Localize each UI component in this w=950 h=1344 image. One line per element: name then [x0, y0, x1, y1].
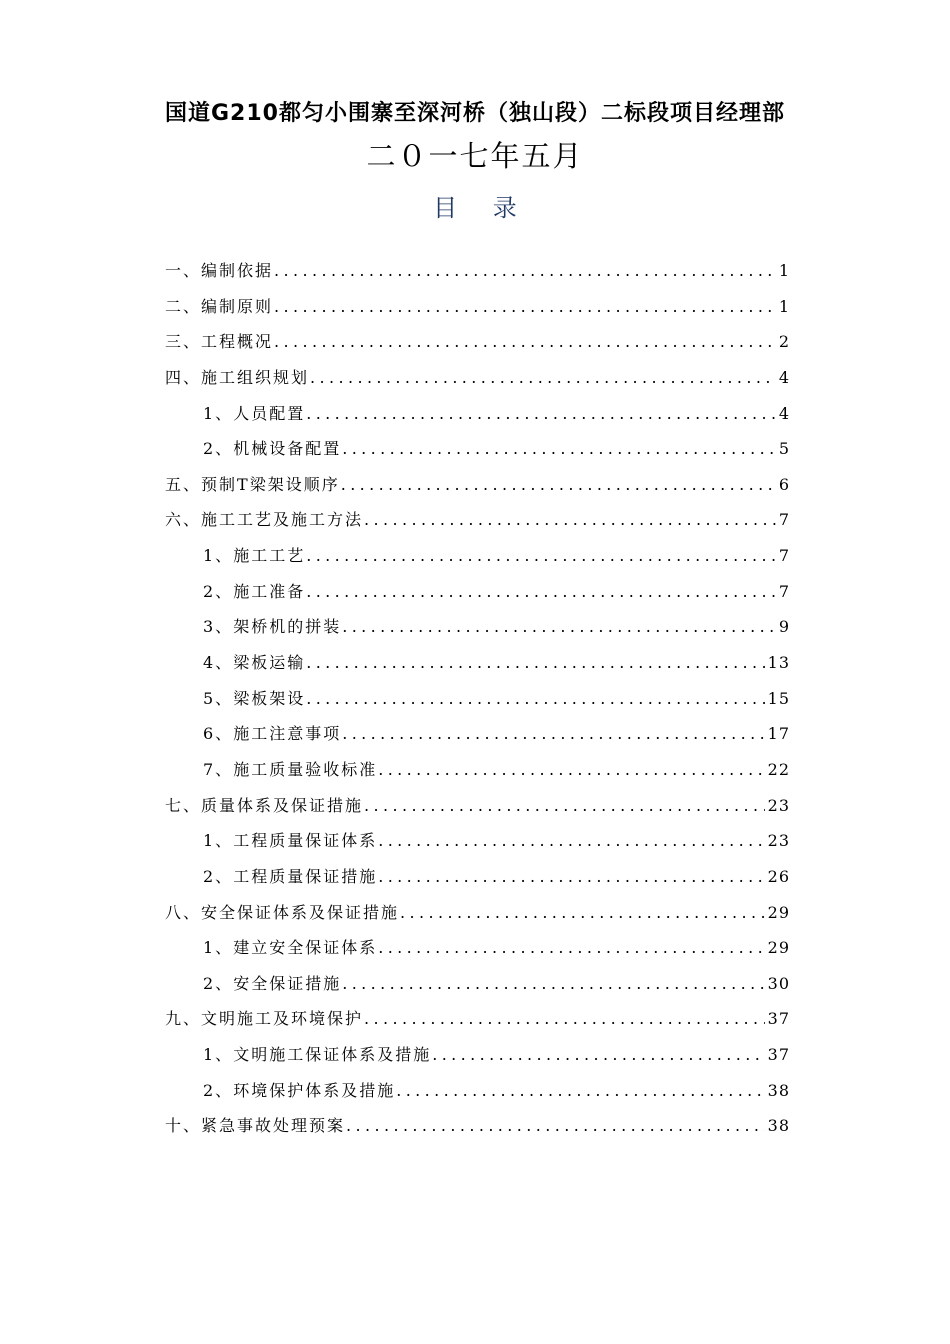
toc-entry-label: 紧急事故处理预案 [201, 1116, 346, 1136]
toc-entry[interactable] [165, 1073, 790, 1109]
toc-dot-leader [378, 823, 764, 859]
toc-entry-number: 1、 [203, 831, 234, 851]
toc-entry[interactable] [165, 289, 790, 325]
toc-entry-number: 七、 [165, 795, 202, 815]
toc-entry-number: 四、 [165, 367, 202, 387]
toc-entry-number: 三、 [165, 332, 202, 352]
toc-dot-leader [306, 645, 764, 681]
toc-entry-label: 文明施工保证体系及措施 [233, 1045, 432, 1065]
toc-entry-label: 安全保证措施 [233, 973, 342, 993]
toc-entry[interactable] [165, 1037, 790, 1073]
toc-entry-page-number: 17 [767, 724, 790, 744]
toc-entry[interactable] [165, 253, 790, 289]
toc-dot-leader [310, 360, 776, 396]
toc-dot-leader [274, 253, 776, 289]
toc-entry-page-number: 7 [778, 581, 790, 601]
toc-entry-page-number: 23 [767, 831, 790, 851]
toc-entry-page-number: 1 [778, 261, 790, 280]
toc-entry-number: 1、 [203, 1045, 234, 1065]
toc-entry[interactable] [165, 823, 790, 859]
toc-entry[interactable] [165, 467, 790, 503]
toc-entry[interactable] [165, 609, 790, 645]
toc-entry-number: 2、 [203, 866, 234, 886]
toc-dot-leader [346, 1108, 765, 1144]
toc-entry[interactable] [165, 324, 790, 360]
toc-entry-number: 八、 [165, 902, 202, 922]
toc-dot-leader [378, 930, 764, 966]
toc-entry-page-number: 5 [778, 439, 790, 459]
toc-entry-label: 编制依据 [201, 261, 274, 280]
toc-entry-page-number: 7 [778, 546, 790, 566]
toc-entry[interactable] [165, 1001, 790, 1037]
toc-dot-leader [364, 1001, 765, 1037]
toc-entry-number: 2、 [203, 1080, 234, 1100]
toc-dot-leader [274, 324, 776, 360]
toc-entry-number: 1、 [203, 938, 234, 958]
toc-entry[interactable] [165, 788, 790, 824]
toc-entry[interactable] [165, 538, 790, 574]
toc-entry-label: 架桥机的拼装 [233, 617, 342, 637]
document-date: 二０一七年五月 [366, 139, 584, 173]
toc-entry-page-number: 7 [778, 510, 790, 530]
toc-dot-leader [306, 681, 764, 717]
toc-entry-label: 施工组织规划 [201, 367, 310, 387]
toc-entry-number: 六、 [165, 510, 202, 530]
toc-entry-label: 施工准备 [233, 581, 306, 601]
toc-entry-page-number: 9 [778, 617, 790, 637]
toc-dot-leader [306, 396, 776, 432]
toc-entry-label: 工程质量保证措施 [233, 866, 378, 886]
toc-entry-page-number: 37 [767, 1045, 790, 1065]
toc-entry-label: 质量体系及保证措施 [201, 795, 364, 815]
toc-entry[interactable] [165, 681, 790, 717]
toc-entry-label: 文明施工及环境保护 [201, 1009, 364, 1029]
toc-entry-page-number: 4 [778, 403, 790, 423]
toc-dot-leader [342, 609, 776, 645]
toc-entry-label: 人员配置 [233, 403, 306, 423]
toc-dot-leader [378, 859, 764, 895]
toc-entry-page-number: 30 [767, 973, 790, 993]
toc-dot-leader [274, 289, 776, 325]
toc-entry[interactable] [165, 966, 790, 1002]
toc-dot-leader [364, 788, 765, 824]
toc-dot-leader [306, 574, 776, 610]
toc-dot-leader [378, 752, 764, 788]
toc-entry[interactable] [165, 895, 790, 931]
toc-entry-number: 1、 [203, 546, 234, 566]
toc-entry-number: 十、 [165, 1116, 202, 1136]
toc-entry-page-number: 13 [767, 653, 790, 673]
toc-entry[interactable] [165, 930, 790, 966]
toc-entry[interactable] [165, 431, 790, 467]
toc-entry-label: 梁板架设 [233, 688, 306, 708]
toc-entry-page-number: 15 [767, 688, 790, 708]
toc-dot-leader [306, 538, 776, 574]
toc-entry[interactable] [165, 1108, 790, 1144]
toc-entry-page-number: 4 [778, 367, 790, 387]
toc-entry-number: 二、 [165, 296, 202, 316]
toc-entry-page-number: 29 [767, 902, 790, 922]
toc-dot-leader [364, 502, 776, 538]
toc-entry-label: 工程概况 [201, 332, 274, 352]
toc-entry[interactable] [165, 502, 790, 538]
toc-entry-label: 安全保证体系及保证措施 [201, 902, 400, 922]
toc-entry-page-number: 37 [767, 1009, 790, 1029]
toc-entry[interactable] [165, 396, 790, 432]
toc-entry-page-number: 6 [778, 474, 790, 494]
toc-entry-label: 预制T梁架设顺序 [201, 474, 340, 494]
toc-entry-page-number: 23 [767, 795, 790, 815]
toc-entry-number: 2、 [203, 973, 234, 993]
toc-dot-leader [432, 1037, 764, 1073]
toc-entry-page-number: 22 [767, 759, 790, 779]
organization-title: 国道G210都匀小围寨至深河桥（独山段）二标段项目经理部 [165, 101, 785, 126]
toc-entry-number: 2、 [203, 439, 234, 459]
toc-entry-number: 五、 [165, 474, 202, 494]
toc-entry-page-number: 38 [767, 1080, 790, 1100]
toc-entry[interactable] [165, 360, 790, 396]
toc-dot-leader [342, 966, 764, 1002]
toc-entry-page-number: 2 [778, 332, 790, 352]
toc-entry-number: 九、 [165, 1009, 202, 1029]
toc-entry-page-number: 26 [767, 866, 790, 886]
toc-entry-page-number: 38 [767, 1116, 790, 1136]
toc-dot-leader [341, 467, 776, 503]
table-of-contents [165, 253, 790, 1144]
toc-entry[interactable] [165, 645, 790, 681]
toc-entry[interactable] [165, 716, 790, 752]
toc-entry[interactable] [165, 752, 790, 788]
toc-entry-number: 3、 [203, 617, 234, 637]
toc-entry-label: 建立安全保证体系 [233, 938, 378, 958]
toc-entry-label: 施工工艺及施工方法 [201, 510, 364, 530]
toc-dot-leader [400, 895, 765, 931]
toc-entry-label: 环境保护体系及措施 [233, 1080, 396, 1100]
toc-entry-number: 一、 [165, 261, 202, 280]
toc-entry-label: 编制原则 [201, 296, 274, 316]
toc-entry-label: 施工注意事项 [233, 724, 342, 744]
toc-entry-number: 5、 [203, 688, 234, 708]
toc-entry-number: 1、 [203, 403, 234, 423]
toc-entry-number: 6、 [203, 724, 234, 744]
toc-entry-number: 2、 [203, 581, 234, 601]
toc-entry-number: 4、 [203, 653, 234, 673]
toc-heading: 目 录 [433, 194, 531, 222]
toc-entry-label: 施工工艺 [233, 546, 306, 566]
toc-entry-label: 施工质量验收标准 [233, 759, 378, 779]
toc-entry[interactable] [165, 574, 790, 610]
toc-entry-number: 7、 [203, 759, 234, 779]
toc-entry[interactable] [165, 859, 790, 895]
toc-dot-leader [342, 431, 776, 467]
toc-dot-leader [396, 1073, 764, 1109]
toc-entry-label: 工程质量保证体系 [233, 831, 378, 851]
toc-entry-page-number: 1 [778, 296, 790, 316]
toc-dot-leader [342, 716, 764, 752]
toc-entry-label: 梁板运输 [233, 653, 306, 673]
toc-entry-label: 机械设备配置 [233, 439, 342, 459]
toc-entry-page-number: 29 [767, 938, 790, 958]
